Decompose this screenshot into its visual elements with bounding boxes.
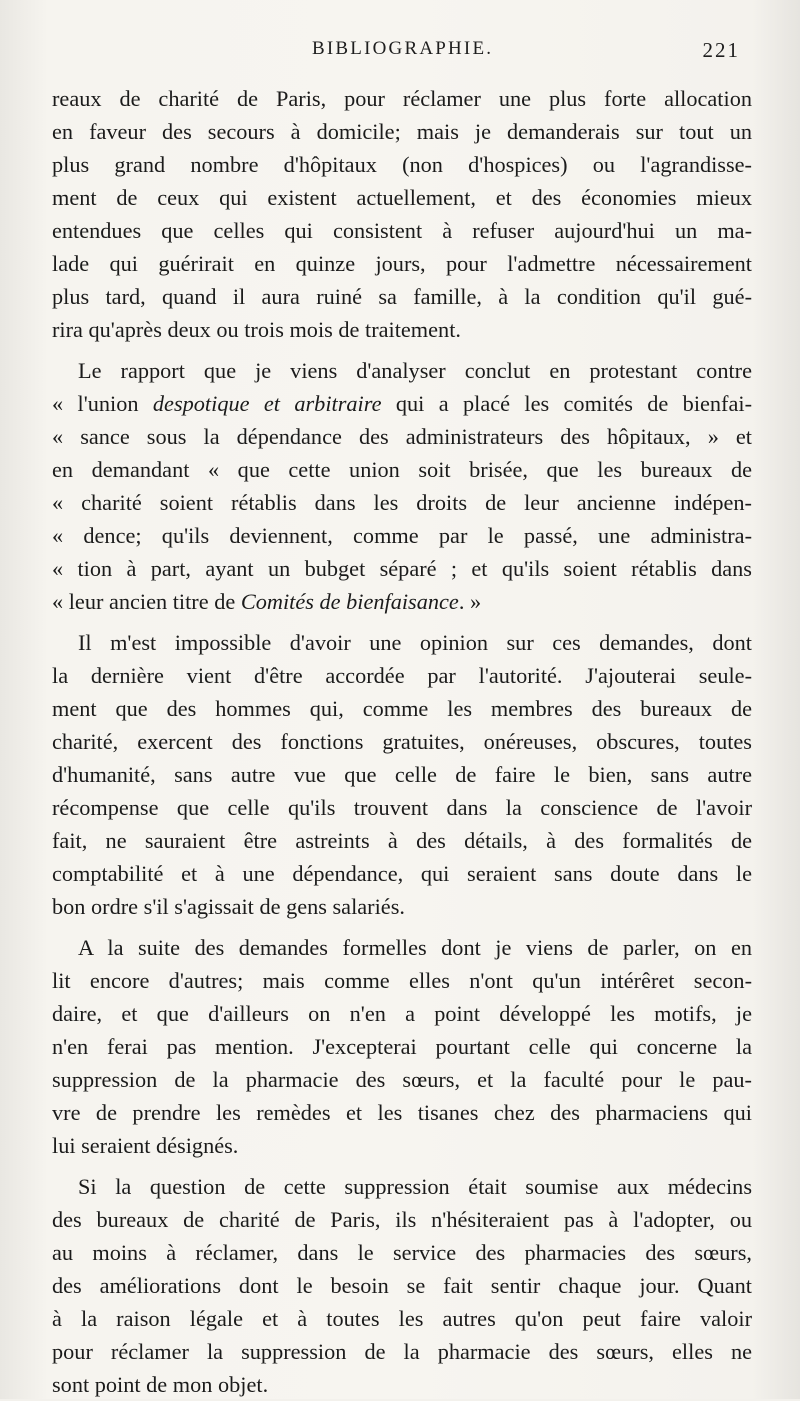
text-line: la dernière vient d'être accordée par l'autorité. J'ajouterai seule-: [52, 663, 752, 688]
text-line: « l'union despotique et arbitraire qui a placé les comités de bienfai-: [52, 391, 752, 416]
text-line: récompense que celle qu'ils trouvent dans la conscience de l'avoir: [52, 795, 752, 820]
text-line: fait, ne sauraient être astreints à des détails, à des formalités de: [52, 828, 752, 853]
text-line: « dence; qu'ils deviennent, comme par le passé, une administra-: [52, 523, 752, 548]
italic-phrase: Comités de bienfaisance: [240, 589, 459, 614]
text-line: A la suite des demandes formelles dont je viens de parler, on en: [78, 935, 752, 960]
text-line: ment de ceux qui existent actuellement, et des économies mieux: [52, 185, 752, 210]
paragraph-4: [52, 931, 752, 1162]
running-head: BIBLIOGRAPHIE.: [312, 38, 494, 59]
text-line: n'en ferai pas mention. J'excepterai pourtant celle qui concerne la: [52, 1034, 752, 1059]
text-line: d'humanité, sans autre vue que celle de faire le bien, sans autre: [52, 762, 752, 787]
text-line: « leur ancien titre de Comités de bienfaisance. »: [52, 589, 482, 614]
text-line: daire, et que d'ailleurs on n'en a point développé les motifs, je: [52, 1001, 752, 1026]
paragraph-3: [52, 626, 752, 923]
text-line: plus tard, quand il aura ruiné sa famille, à la condition qu'il gué-: [52, 284, 752, 309]
text-line: Le rapport que je viens d'analyser conclut en protestant contre: [78, 358, 752, 383]
paragraph-5: [52, 1170, 752, 1401]
text-line: bon ordre s'il s'agissait de gens salariés.: [52, 894, 405, 919]
text-line: des bureaux de charité de Paris, ils n'hésiteraient pas à l'adopter, ou: [52, 1207, 752, 1232]
text-line: en demandant « que cette union soit brisée, que les bureaux de: [52, 457, 752, 482]
text-line: lui seraient désignés.: [52, 1133, 239, 1158]
text-line: comptabilité et à une dépendance, qui seraient sans doute dans le: [52, 861, 752, 886]
text-line: lit encore d'autres; mais comme elles n'ont qu'un intérêret secon-: [52, 968, 752, 993]
page-number: 221: [702, 38, 740, 62]
paragraph-1: [52, 82, 752, 346]
text-line: ment que des hommes qui, comme les membres des bureaux de: [52, 696, 752, 721]
text-line: « tion à part, ayant un bubget séparé ; et qu'ils soient rétablis dans: [52, 556, 752, 581]
text-line: pour réclamer la suppression de la pharmacie des sœurs, elles ne: [52, 1339, 752, 1364]
text-line: vre de prendre les remèdes et les tisanes chez des pharmaciens qui: [52, 1100, 752, 1125]
text-line: sont point de mon objet.: [52, 1372, 269, 1397]
text-line: Si la question de cette suppression était soumise aux médecins: [78, 1174, 752, 1199]
text-line: reaux de charité de Paris, pour réclamer une plus forte allocation: [52, 86, 752, 111]
text-line: lade qui guérirait en quinze jours, pour l'admettre nécessairement: [52, 251, 752, 276]
text-line: Il m'est impossible d'avoir une opinion sur ces demandes, dont: [78, 630, 752, 655]
text-line: plus grand nombre d'hôpitaux (non d'hospices) ou l'agrandisse-: [52, 152, 752, 177]
text-line: au moins à réclamer, dans le service des pharmacies des sœurs,: [52, 1240, 752, 1265]
text-line: en faveur des secours à domicile; mais je demanderais sur tout un: [52, 119, 752, 144]
italic-phrase: despotique et arbitraire: [152, 391, 382, 416]
paragraph-2: [52, 354, 752, 618]
text-line: rira qu'après deux ou trois mois de traitement.: [52, 317, 461, 342]
text-line: « sance sous la dépendance des administrateurs des hôpitaux, » et: [52, 424, 752, 449]
text-line: « charité soient rétablis dans les droits de leur ancienne indépen-: [52, 490, 752, 515]
body-text: [52, 82, 752, 1401]
text-line: des améliorations dont le besoin se fait sentir chaque jour. Quant: [52, 1273, 752, 1298]
text-line: entendues que celles qui consistent à refuser aujourd'hui un ma-: [52, 218, 752, 243]
text-line: suppression de la pharmacie des sœurs, et la faculté pour le pau-: [52, 1067, 752, 1092]
text-line: charité, exercent des fonctions gratuites, onéreuses, obscures, toutes: [52, 729, 752, 754]
text-line: à la raison légale et à toutes les autres qu'on peut faire valoir: [52, 1306, 752, 1331]
page-header: [52, 34, 740, 64]
